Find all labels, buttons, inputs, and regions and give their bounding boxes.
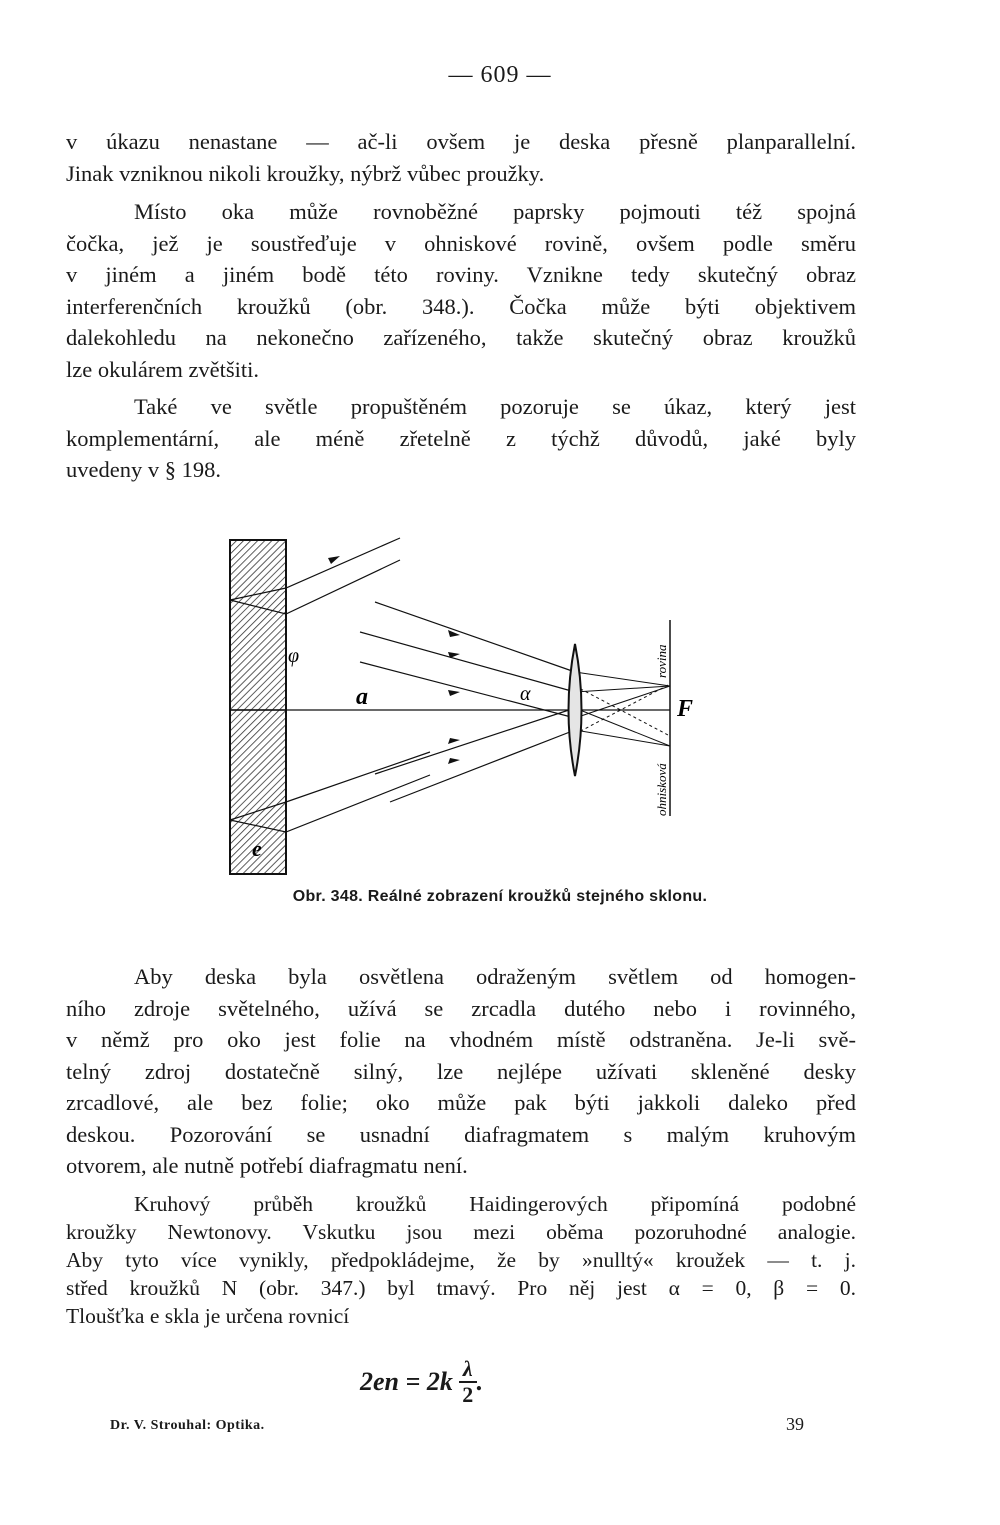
text-line: lze okulárem zvětšiti. bbox=[66, 356, 260, 382]
text-line: Kruhový průběh kroužků Haidingerových připomíná podobné bbox=[134, 1192, 856, 1216]
page-number: — 609 — bbox=[448, 62, 552, 88]
label-e: e bbox=[252, 836, 262, 861]
ray-lower-1 bbox=[375, 708, 575, 774]
text-line: v úkazu nenastane — ač-li ovšem je deska přesně planparallelní. bbox=[66, 129, 856, 154]
text-line: deskou. Pozorování se usnadní diafragmatem s malým kruhovým bbox=[66, 1121, 856, 1147]
text-line: v jiném a jiném bodě této roviny. Vznikne tedy skutečný obraz bbox=[66, 262, 856, 287]
label-phi: φ bbox=[288, 645, 300, 667]
equation-fraction bbox=[459, 1357, 477, 1407]
footer-signature: 39 bbox=[786, 1414, 804, 1434]
arrow-marker bbox=[448, 652, 460, 658]
label-rovina: rovina bbox=[654, 644, 669, 678]
text-line: telný zdroj dostatečně silný, lze nejlépe užívati skleněné desky bbox=[66, 1058, 856, 1084]
text-line: uvedeny v § 198. bbox=[66, 457, 221, 482]
text-line: Tloušťka e skla je určena rovnicí bbox=[66, 1304, 350, 1328]
equation-lhs: 2en = 2k bbox=[360, 1367, 453, 1396]
text-line: Místo oka může rovnoběžné paprsky pojmouti též spojná bbox=[134, 199, 856, 224]
text-line: Také ve světle propuštěném pozoruje se úkaz, který jest bbox=[134, 394, 856, 419]
arrow-marker bbox=[328, 556, 340, 564]
equation-end: . bbox=[476, 1367, 484, 1396]
ray-upper-2 bbox=[360, 632, 575, 692]
arrow-marker bbox=[448, 758, 460, 764]
ray-upper-1 bbox=[375, 602, 575, 672]
text-line: v němž pro oko jest folie na vhodném místě odstraněna. Je-li svě- bbox=[66, 1027, 856, 1052]
figure-caption: Obr. 348. Reálné zobrazení kroužků stejného sklonu. bbox=[292, 888, 708, 905]
optics-diagram bbox=[200, 520, 720, 880]
text-line: střed kroužků N (obr. 347.) byl tmavý. Pro něj jest α = 0, β = 0. bbox=[66, 1276, 856, 1300]
paragraph-3 bbox=[66, 391, 856, 486]
converging-lens bbox=[569, 644, 582, 776]
paragraph-2 bbox=[66, 196, 856, 385]
label-a: a bbox=[356, 684, 368, 710]
text-line: Jinak vzniknou nikoli kroužky, nýbrž vůbec proužky. bbox=[66, 160, 545, 186]
ray-converge-4 bbox=[575, 708, 670, 746]
arrow-marker bbox=[448, 690, 460, 696]
paragraph-5 bbox=[66, 1190, 856, 1330]
text-line: čočka, jež je soustřeďuje v ohniskové rovině, ovšem podle směru bbox=[66, 230, 856, 256]
label-ohniskova: ohnisková bbox=[654, 763, 669, 816]
label-alpha: α bbox=[520, 683, 531, 705]
ray-dashed-1 bbox=[575, 686, 670, 736]
text-line: ního zdroje světelného, užívá se zrcadla dutého nebo i rovinného, bbox=[66, 995, 856, 1021]
paragraph-1 bbox=[66, 126, 856, 189]
text-line: Aby deska byla osvětlena odraženým světlem od homogen- bbox=[134, 964, 856, 989]
label-F: F bbox=[677, 696, 694, 722]
equation-denominator: 2 bbox=[462, 1382, 474, 1407]
footer-author: Dr. V. Strouhal: Optika. bbox=[110, 1418, 265, 1433]
equation-numerator: λ bbox=[459, 1357, 477, 1383]
paragraph-4 bbox=[66, 961, 856, 1182]
equation bbox=[360, 1352, 483, 1412]
text-line: otvorem, ale nutně potřebí diafragmatu není. bbox=[66, 1153, 468, 1178]
ray-converge-5 bbox=[575, 730, 670, 746]
text-line: zrcadlové, ale bez folie; oko může pak býti jakkoli daleko před bbox=[66, 1090, 856, 1115]
ray-lower-2 bbox=[390, 730, 575, 802]
figure-348 bbox=[200, 520, 720, 880]
text-line: Aby tyto více vynikly, předpokládejme, že by »nulltý« kroužek — t. j. bbox=[66, 1248, 856, 1272]
text-line: kroužky Newtonovy. Vskutku jsou mezi oběma pozoruhodné analogie. bbox=[66, 1220, 856, 1244]
text-line: interferenčních kroužků (obr. 348.). Čočka může býti objektivem bbox=[66, 293, 856, 319]
text-line: dalekohledu na nekonečno zařízeného, takže skutečný obraz kroužků bbox=[66, 325, 856, 350]
arrow-marker bbox=[448, 738, 460, 744]
text-line: komplementární, ale méně zřetelně z týchž důvodů, jaké byly bbox=[66, 425, 856, 451]
